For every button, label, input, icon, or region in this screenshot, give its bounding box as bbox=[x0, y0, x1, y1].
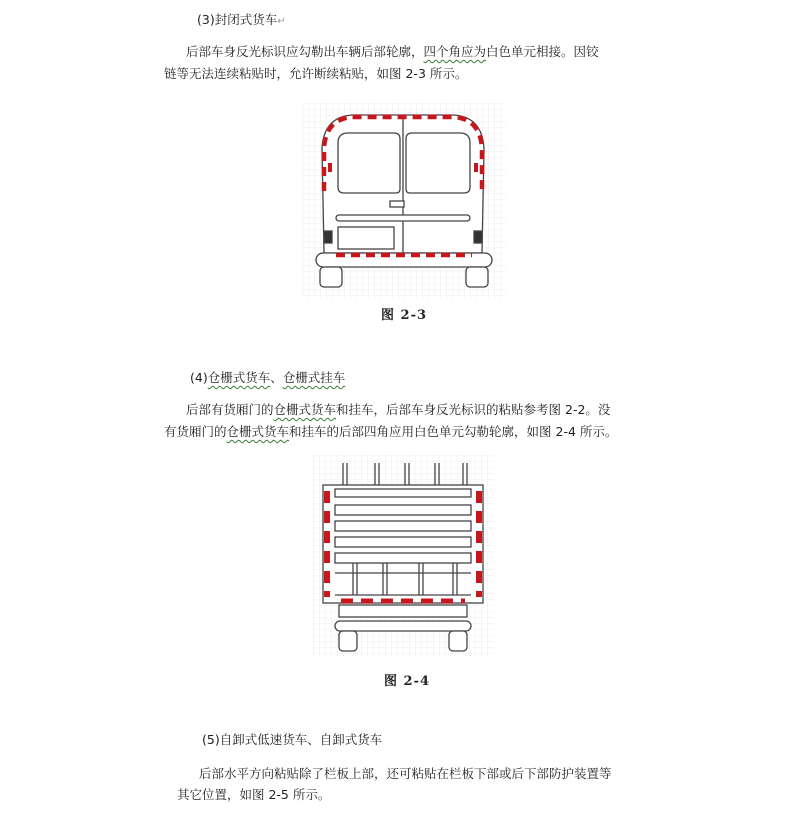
section-3-heading: (3)封闭式货车↵ bbox=[197, 12, 286, 27]
section-5-heading: (5)自卸式低速货车、自卸式货车 bbox=[202, 732, 383, 747]
section-3-paragraph-line-2: 链等无法连续粘贴时，允许断续粘贴，如图 2-3 所示。 bbox=[164, 66, 468, 81]
figure-2-3-van-rear bbox=[302, 103, 506, 299]
section-5-paragraph-line-1: 后部水平方向粘贴除了栏板上部，还可粘贴在栏板下部或后下部防护装置等 bbox=[199, 766, 612, 781]
figure-2-4-truck-rear bbox=[313, 455, 493, 657]
section-5-paragraph-line-2: 其它位置，如图 2-5 所示。 bbox=[177, 787, 331, 802]
section-4-paragraph-line-1: 后部有货厢门的仓栅式货车和挂车，后部车身反光标识的粘贴参考图 2-2。没 bbox=[186, 402, 611, 417]
section-4-paragraph-line-2: 有货厢门的仓栅式货车和挂车的后部四角应用白色单元勾勒轮廓，如图 2-4 所示。 bbox=[164, 424, 618, 439]
section-3-paragraph-line-1: 后部车身反光标识应勾勒出车辆后部轮廓，四个角应为白色单元相接。因铰 bbox=[186, 44, 599, 59]
figure-2-4-caption: 图 2-4 bbox=[384, 674, 431, 689]
figure-2-3-caption: 图 2-3 bbox=[381, 308, 428, 323]
section-4-heading: (4)仓栅式货车、仓栅式挂车 bbox=[190, 370, 346, 385]
